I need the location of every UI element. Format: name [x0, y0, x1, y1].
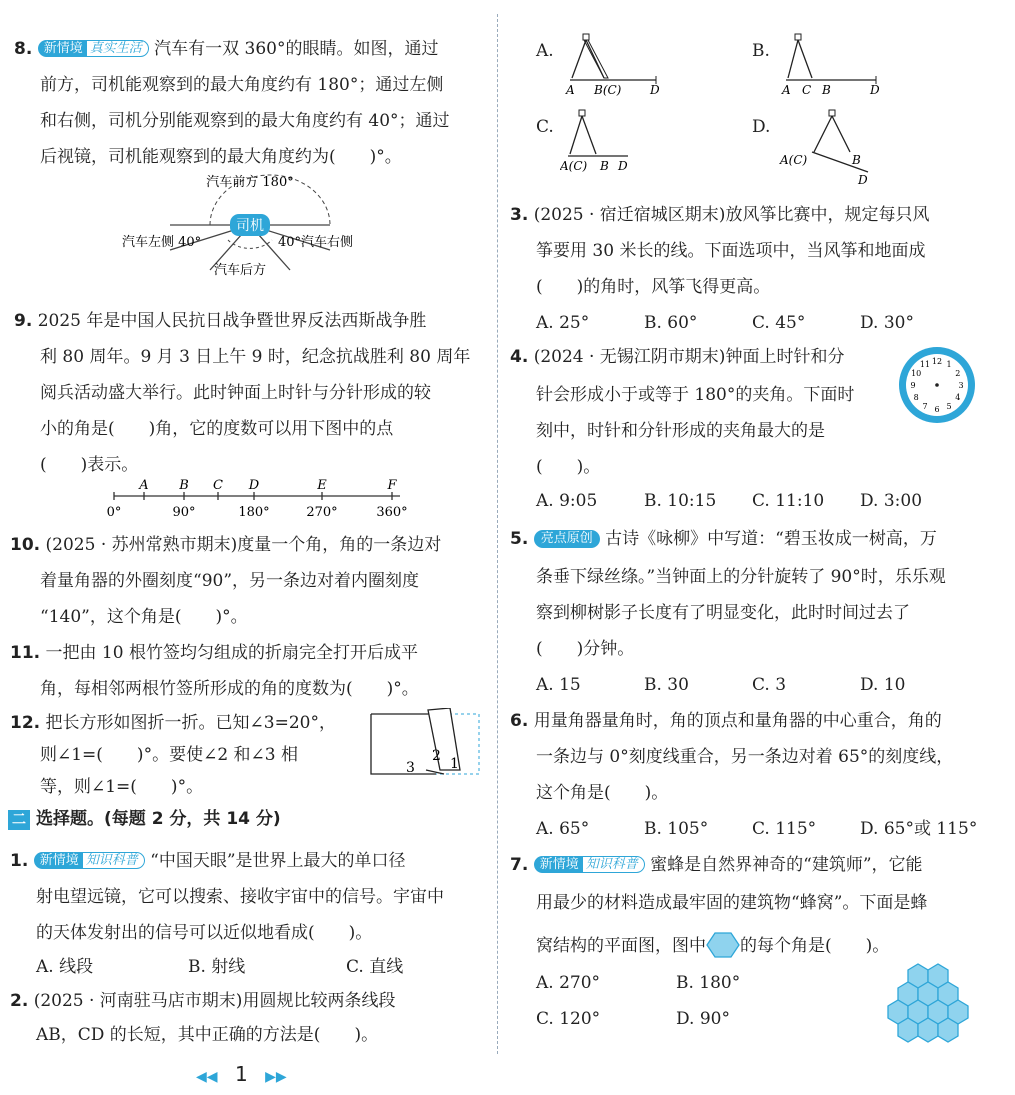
s7-line-1: 7. 新情境 知识科普 蜜蜂是自然界神奇的“建筑师”，它能 — [510, 855, 923, 875]
s7-option-d: D. 90° — [676, 1009, 730, 1029]
q9-number: 9. — [14, 311, 33, 331]
q12-line-3: 等，则∠1=( )°。 — [40, 777, 204, 797]
s7-option-a: A. 270° — [536, 973, 601, 993]
svg-text:A(C): A(C) — [780, 153, 808, 167]
q10-line-2: 着量角器的外圈刻度“90”，另一条边对着内圈刻度 — [40, 571, 420, 591]
clock-number: 7 — [922, 401, 928, 411]
s5-number: 5. — [510, 529, 529, 549]
s7-option-c: C. 120° — [536, 1009, 601, 1029]
s6-option-d: D. 65°或 115° — [860, 819, 978, 839]
point-b: B — [179, 478, 189, 493]
q12-number: 12. — [10, 713, 41, 733]
svg-text:D: D — [858, 173, 868, 186]
s7-line-3: 窝结构的平面图，图中 的每个角是( )。 — [536, 932, 889, 958]
angle-2-label: 2 — [432, 748, 441, 764]
compass-option-b-label: B. — [752, 41, 770, 61]
compass-option-d-label: D. — [752, 117, 771, 137]
s6-option-c: C. 115° — [752, 819, 817, 839]
q9-line-3: 阅兵活动盛大举行。此时钟面上时针与分针形成的较 — [40, 383, 431, 403]
s2-line-1: 2. (2025 · 河南驻马店市期末)用圆规比较两条线段 — [10, 991, 396, 1011]
s6-option-b: B. 105° — [644, 819, 709, 839]
section-title: 选择题。(每题 2 分，共 14 分) — [36, 809, 281, 829]
q8-line-3: 和右侧，司机分别能观察到的最大角度约有 40°；通过 — [40, 111, 450, 131]
q11-number: 11. — [10, 643, 41, 663]
s3-option-b: B. 60° — [644, 313, 698, 333]
section-badge: 二 — [8, 810, 30, 830]
q9-line-5: ( )表示。 — [40, 455, 139, 475]
clock-number: 6 — [934, 405, 940, 414]
s4-option-d: D. 3:00 — [860, 491, 923, 511]
car-view-diagram — [110, 170, 390, 285]
s3-line-1: 3. (2025 · 宿迁宿城区期末)放风筝比赛中，规定每只风 — [510, 205, 930, 225]
q12-line-2: 则∠1=( )°。要使∠2 和∠3 相 — [40, 745, 298, 765]
s1-option-c: C. 直线 — [346, 957, 404, 977]
clock-number: 4 — [955, 393, 961, 402]
svg-text:B: B — [600, 159, 609, 173]
s6-line-1: 6. 用量角器量角时，角的顶点和量角器的中心重合，角的 — [510, 711, 942, 731]
s4-option-c: C. 11:10 — [752, 491, 825, 511]
compass-option-c-label: C. — [536, 117, 554, 137]
tick-0: 0° — [106, 505, 122, 520]
compass-option-a-label: A. — [536, 41, 554, 61]
q9-line-2: 利 80 周年。9 月 3 日上午 9 时，纪念抗战胜利 80 周年 — [40, 347, 471, 367]
front-label: 汽车前方 180° — [206, 175, 294, 190]
s4-line-3: 刻中，时针和分针形成的夹角最大的是 — [536, 421, 825, 441]
number-line-diagram — [100, 478, 420, 523]
s2-line-2: AB，CD 的长短，其中正确的方法是( )。 — [36, 1025, 379, 1045]
q11-line-1: 11. 一把由 10 根竹签均匀组成的折扇完全打开后成平 — [10, 643, 418, 663]
new-context-tag: 新情境 真实生活 — [38, 40, 149, 58]
left-side-label: 汽车左侧 40° — [122, 235, 202, 250]
q8-number: 8. — [14, 39, 33, 59]
svg-text:D: D — [618, 159, 628, 173]
s6-option-a: A. 65° — [536, 819, 590, 839]
tick-90: 90° — [172, 505, 196, 520]
point-c: C — [213, 478, 223, 493]
s4-option-a: A. 9:05 — [536, 491, 598, 511]
s4-line-4: ( )。 — [536, 457, 601, 477]
clock-number: 2 — [955, 369, 961, 378]
svg-text:B(C): B(C) — [594, 83, 622, 97]
compass-option-a — [560, 32, 670, 98]
clock-number: 12 — [931, 357, 943, 366]
column-divider — [497, 14, 499, 1054]
s2-number: 2. — [10, 991, 29, 1011]
point-e: E — [317, 478, 327, 493]
s1-line-3: 的天体发射出的信号可以近似地看成( )。 — [36, 923, 373, 943]
s4-option-b: B. 10:15 — [644, 491, 717, 511]
s5-option-c: C. 3 — [752, 675, 787, 695]
prev-page-icon: ◀◀ — [196, 1069, 218, 1085]
q10-line-3: “140”，这个角是( )°。 — [40, 607, 248, 627]
svg-text:A: A — [566, 83, 575, 97]
s3-line-2: 筝要用 30 米长的线。下面选项中，当风筝和地面成 — [536, 241, 926, 261]
rear-label: 汽车后方 — [214, 263, 267, 278]
tick-270: 270° — [306, 505, 338, 520]
svg-text:D: D — [870, 83, 880, 97]
section-choice-header — [8, 808, 281, 830]
original-highlight-tag: 亮点原创 — [534, 530, 600, 548]
s5-line-3: 察到柳树影子长度有了明显变化，此时时间过去了 — [536, 603, 910, 623]
s3-option-a: A. 25° — [536, 313, 590, 333]
s3-option-c: C. 45° — [752, 313, 806, 333]
s7-option-b: B. 180° — [676, 973, 741, 993]
clock-number: 10 — [911, 369, 922, 378]
s6-line-2: 一条边与 0°刻度线重合，另一条边对着 65°的刻度线， — [536, 747, 954, 767]
svg-text:D: D — [650, 83, 660, 97]
clock-number: 11 — [919, 360, 931, 370]
honeycomb-diagram — [880, 962, 980, 1058]
q9-line-4: 小的角是( )角，它的度数可以用下图中的点 — [40, 419, 394, 439]
tick-180: 180° — [238, 505, 270, 520]
hexagon-icon — [706, 932, 740, 958]
s5-line-1: 5. 亮点原创 古诗《咏柳》中写道：“碧玉妆成一树高，万 — [510, 529, 937, 549]
right-side-label: 40°汽车右侧 — [278, 235, 354, 250]
s6-line-3: 这个角是( )。 — [536, 783, 669, 803]
q10-number: 10. — [10, 535, 41, 555]
s4-line-1: 4. (2024 · 无锡江阴市期末)钟面上时针和分 — [510, 347, 845, 367]
point-f: F — [387, 478, 397, 493]
page-footer — [196, 1062, 287, 1086]
clock-face-icon — [896, 344, 978, 426]
folded-rectangle-diagram — [370, 708, 482, 778]
s5-option-b: B. 30 — [644, 675, 689, 695]
svg-text:A(C): A(C) — [560, 159, 588, 173]
q8-line-4: 后视镜，司机能观察到的最大角度约为( )°。 — [40, 147, 402, 167]
svg-text:C: C — [802, 83, 812, 97]
s5-option-a: A. 15 — [536, 675, 581, 695]
svg-text:A: A — [782, 83, 791, 97]
s1-line-1: 1. 新情境 知识科普 “中国天眼”是世界上最大的单口径 — [10, 851, 406, 871]
next-page-icon: ▶▶ — [265, 1069, 287, 1085]
s7-number: 7. — [510, 855, 529, 875]
new-context-tag: 新情境 知识科普 — [34, 852, 145, 870]
point-a: A — [139, 478, 149, 493]
q11-line-2: 角，每相邻两根竹签所形成的角的度数为( )°。 — [40, 679, 419, 699]
s1-option-b: B. 射线 — [188, 957, 246, 977]
clock-number: 3 — [958, 381, 964, 390]
compass-option-d — [776, 108, 886, 186]
s1-line-2: 射电望远镜，它可以搜索、接收宇宙中的信号。宇宙中 — [36, 887, 444, 907]
q9-line-1: 9. 2025 年是中国人民抗日战争暨世界反法西斯战争胜 — [14, 311, 427, 331]
new-context-tag: 新情境 知识科普 — [534, 856, 645, 874]
s6-number: 6. — [510, 711, 529, 731]
svg-text:B: B — [822, 83, 831, 97]
clock-number: 8 — [913, 393, 919, 402]
tick-360: 360° — [376, 505, 408, 520]
q8-line-2: 前方，司机能观察到的最大角度约有 180°；通过左侧 — [40, 75, 444, 95]
driver-label: 司机 — [236, 218, 264, 234]
clock-number: 9 — [910, 381, 916, 390]
s1-option-a: A. 线段 — [36, 957, 94, 977]
s7-line-2: 用最少的材料造成最牢固的建筑物“蜂窝”。下面是蜂 — [536, 893, 928, 913]
compass-option-b — [776, 32, 892, 98]
angle-3-label: 3 — [406, 760, 415, 776]
clock-number: 5 — [946, 401, 952, 411]
s5-line-2: 条垂下绿丝绦。”当钟面上的分针旋转了 90°时，乐乐观 — [536, 567, 946, 587]
s3-number: 3. — [510, 205, 529, 225]
s4-line-2: 针会形成小于或等于 180°的夹角。下面时 — [536, 385, 855, 405]
page-number: 1 — [234, 1062, 248, 1086]
q8-line-1: 8. 新情境 真实生活 汽车有一双 360°的眼睛。如图，通过 — [14, 39, 439, 59]
s1-number: 1. — [10, 851, 29, 871]
q12-line-1: 12. 把长方形如图折一折。已知∠3=20°， — [10, 713, 336, 733]
s4-number: 4. — [510, 347, 529, 367]
s3-option-d: D. 30° — [860, 313, 914, 333]
angle-1-label: 1 — [450, 756, 459, 772]
q10-line-1: 10. (2025 · 苏州常熟市期末)度量一个角，角的一条边对 — [10, 535, 442, 555]
clock-number: 1 — [946, 360, 952, 370]
s3-line-3: ( )的角时，风筝飞得更高。 — [536, 277, 771, 297]
compass-option-c — [560, 108, 650, 176]
s5-line-4: ( )分钟。 — [536, 639, 635, 659]
svg-text:B: B — [852, 153, 861, 167]
point-d: D — [248, 478, 260, 493]
s5-option-d: D. 10 — [860, 675, 906, 695]
